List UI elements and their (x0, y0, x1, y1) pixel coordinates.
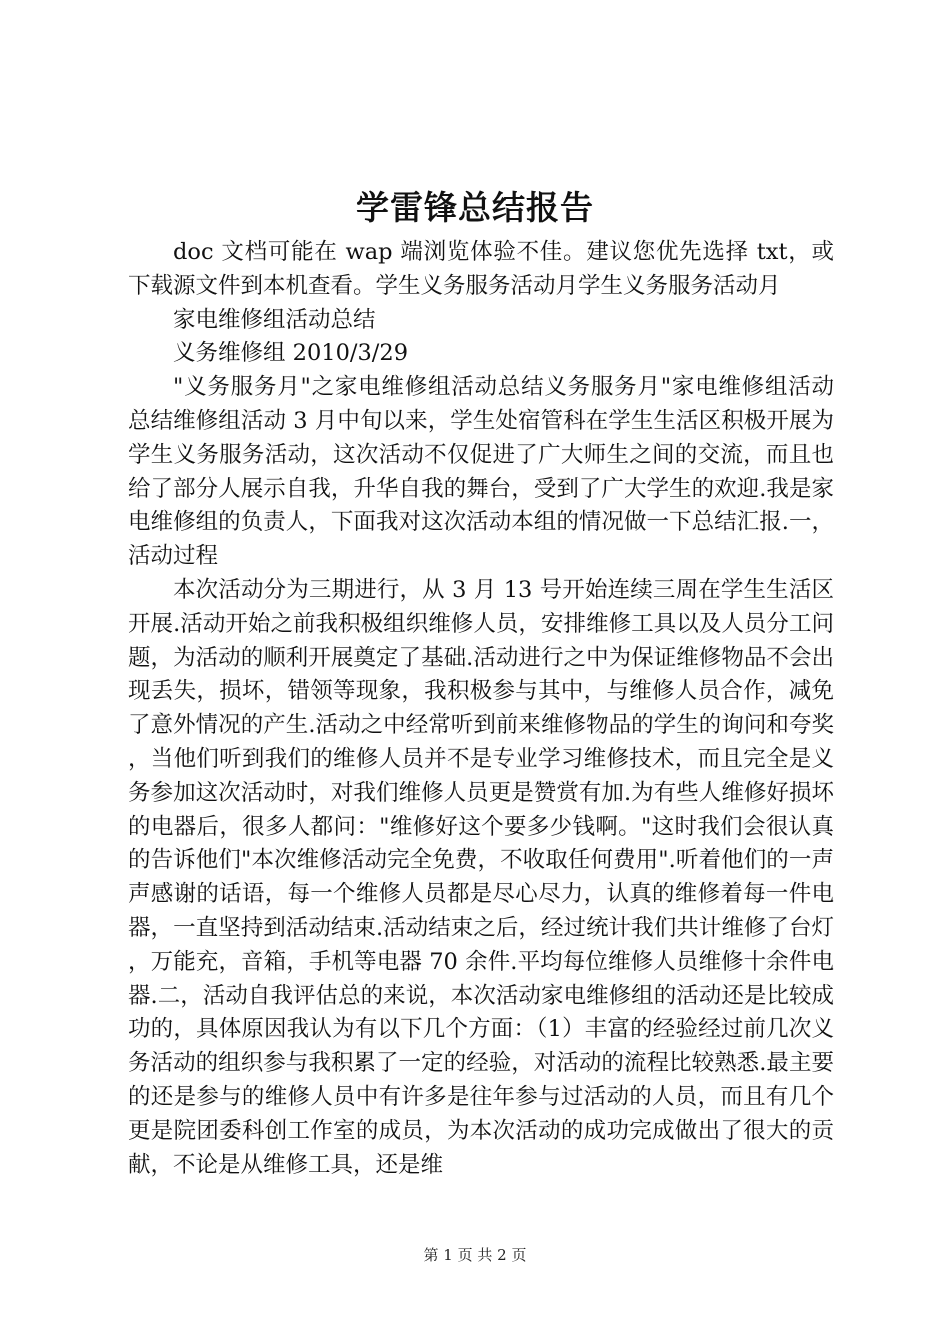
paragraph-author-date: 义务维修组 2010/3/29 (173, 340, 409, 367)
paragraph-background: "义务服务月"之家电维修组活动总结义务服务月"家电维修组活动总结维修组活动 3 月中旬以来，学生处宿管科在学生生活区积极开展为学生义务服务活动，这次活动不仅促进了广大师生之间的交流，而且也给了部分人展示自我，升华自我的舞台，受到了广大学生的欢迎.我是家电维修组的负责人，下面我对这次活动本组的情况做一下总结汇报.一，活动过程 (128, 374, 834, 570)
paragraph-heading: 家电维修组活动总结 (173, 306, 376, 333)
page-footer: 第 1 页 共 2 页 (423, 1246, 527, 1264)
document-title: 学雷锋总结报告 (356, 188, 594, 227)
paragraph-process: 本次活动分为三期进行，从 3 月 13 号开始连续三周在学生生活区开展.活动开始之前我积极组织维修人员，安排维修工具以及人员分工问题，为活动的顺利开展奠定了基础.活动进行之中为保证维修物品不会出现丢失，损坏，错领等现象，我积极参与其中，与维修人员合作，减免了意外情况的产生.活动之中经常听到前来维修物品的学生的询问和夸奖，当他们听到我们的维修人员并不是专业学习维修技术，而且完全是义务参加这次活动时，对我们维修人员更是赞赏有加.为有些人维修好损坏的电器后，很多人都问："维修好这个要多少钱啊。"这时我们会很认真的告诉他们"本次维修活动完全免费，不收取任何费用".听着他们的一声声感谢的话语，每一个维修人员都是尽心尽力，认真的维修着每一件电器，一直坚持到活动结束.活动结束之后，经过统计我们共计维修了台灯，万能充，音箱，手机等电器 70 余件.平均每位维修人员维修十余件电器.二，活动自我评估总的来说，本次活动家电维修组的活动还是比较成功的，具体原因我认为有以下几个方面：（1）丰富的经验经过前几次义务活动的组织参与我积累了一定的经验，对活动的流程比较熟悉.最主要的还是参与的维修人员中有许多是往年参与过活动的人员，而且有几个更是院团委科创工作室的成员，为本次活动的成功完成做出了很大的贡献，不论是从维修工具，还是维 (128, 576, 834, 1178)
document-body (128, 236, 834, 1182)
paragraph-intro: doc 文档可能在 wap 端浏览体验不佳。建议您优先选择 txt，或下载源文件到本机查看。学生义务服务活动月学生义务服务活动月 (128, 239, 834, 299)
